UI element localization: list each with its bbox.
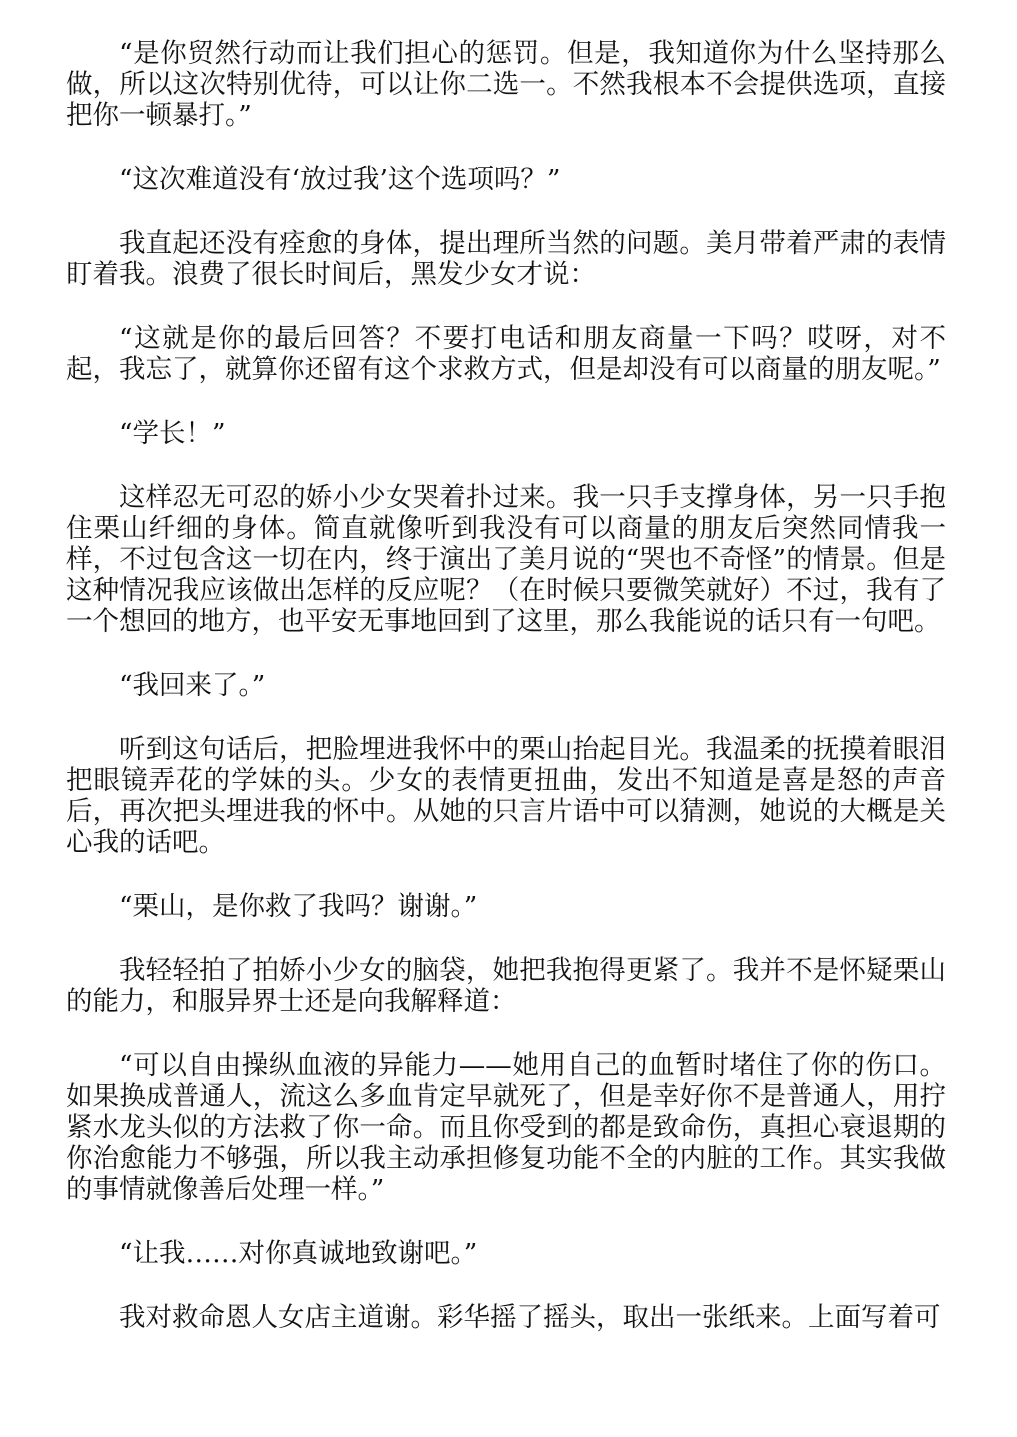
paragraph: 我轻轻拍了拍娇小少女的脑袋，她把我抱得更紧了。我并不是怀疑栗山的能力，和服异界士还是向我解释道： [66,955,946,1017]
paragraph: 这样忍无可忍的娇小少女哭着扑过来。我一只手支撑身体，另一只手抱住栗山纤细的身体。简直就像听到我没有可以商量的朋友后突然同情我一样，不过包含这一切在内，终于演出了美月说的“哭也不奇怪”的情景。但是这种情况我应该做出怎样的反应呢？（在时候只要微笑就好）不过，我有了一个想回的地方，也平安无事地回到了这里，那么我能说的话只有一句吧。 [66,482,946,637]
paragraph: “这次难道没有‘放过我’这个选项吗？” [119,164,561,195]
paragraph: “让我……对你真诚地致谢吧。” [119,1238,478,1269]
paragraph: 听到这句话后，把脸埋进我怀中的栗山抬起目光。我温柔的抚摸着眼泪把眼镜弄花的学妹的头。少女的表情更扭曲，发出不知道是喜是怒的声音后，再次把头埋进我的怀中。从她的只言片语中可以猜测，她说的大概是关心我的话吧。 [66,734,946,858]
paragraph: “是你贸然行动而让我们担心的惩罚。但是，我知道你为什么坚持那么做，所以这次特别优待，可以让你二选一。不然我根本不会提供选项，直接把你一顿暴打。” [66,38,946,131]
paragraph: 我对救命恩人女店主道谢。彩华摇了摇头，取出一张纸来。上面写着可 [119,1302,941,1333]
paragraph: “学长！” [119,418,226,449]
paragraph: “这就是你的最后回答？不要打电话和朋友商量一下吗？哎呀，对不起，我忘了，就算你还留有这个求救方式，但是却没有可以商量的朋友呢。” [66,323,946,385]
document-body [66,38,946,1333]
paragraph: 我直起还没有痊愈的身体，提出理所当然的问题。美月带着严肃的表情盯着我。浪费了很长时间后，黑发少女才说： [66,228,946,290]
paragraph: “栗山，是你救了我吗？谢谢。” [119,891,478,922]
paragraph: “我回来了。” [119,670,266,701]
paragraph: “可以自由操纵血液的异能力——她用自己的血暂时堵住了你的伤口。如果换成普通人，流这么多血肯定早就死了，但是幸好你不是普通人，用拧紧水龙头似的方法救了你一命。而且你受到的都是致命伤，真担心衰退期的你治愈能力不够强，所以我主动承担修复功能不全的内脏的工作。其实我做的事情就像善后处理一样。” [66,1050,946,1205]
